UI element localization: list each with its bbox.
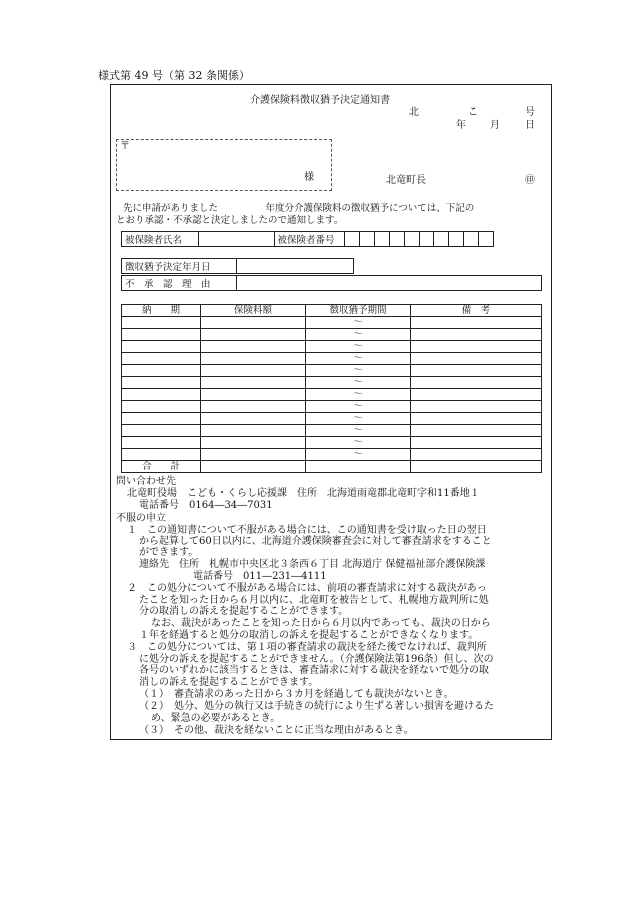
payment-row xyxy=(122,437,542,449)
objection-line: （２） 処分、処分の執行又は手続きの続行により生ずる著しい損害を避けるた xyxy=(139,701,494,712)
period-wave: ～ xyxy=(306,449,411,461)
objection-line: たことを知った日から６月以内に、北竜町を被告として、札幌地方裁判所に処 xyxy=(139,595,489,606)
objection-line: １年を経過すると処分の取消しの訴えを提起することができなくなります。 xyxy=(139,630,479,641)
contact-line-1: 北竜町役場 こども・くらし応援課 住所 北海道雨竜郡北竜町字和11番地１ xyxy=(127,488,480,499)
postal-mark: 〒 xyxy=(120,141,130,152)
payment-row xyxy=(122,329,542,341)
insured-name-value xyxy=(198,232,274,247)
contact-heading: 問い合わせ先 xyxy=(116,476,176,487)
period-wave: ～ xyxy=(306,437,411,449)
reason-value xyxy=(237,276,542,291)
insured-info-table xyxy=(121,231,494,247)
objection-line: ２ この処分について不服がある場合には、前項の審査請求に対する裁決があっ xyxy=(127,583,487,594)
document-title: 介護保険料徴収猶予決定通知書 xyxy=(250,95,390,106)
objection-line: １ この通知書について不服がある場合には、この通知書を受け取った日の翌日 xyxy=(127,525,487,536)
honorific-sama: 様 xyxy=(304,172,314,183)
intro-line-2: とおり承認・不承認と決定しましたので通知します。 xyxy=(116,215,344,226)
objection-line: から起算して60日以内に、北海道介護保険審査会に対して審査請求をすること xyxy=(139,536,492,547)
date-year: 年 xyxy=(456,120,466,131)
objection-line: （１） 審査請求のあった日から３カ月を経過しても裁決がないとき。 xyxy=(139,689,454,700)
contact-line-2: 電話番号 0164―34―7031 xyxy=(139,500,273,511)
period-wave: ～ xyxy=(306,425,411,437)
payment-row xyxy=(122,389,542,401)
payment-row xyxy=(122,377,542,389)
reason-label: 不 承 認 理 由 xyxy=(122,276,237,291)
doc-number-suffix: 号 xyxy=(525,107,535,118)
objection-line: に処分の訴えを提起することができません。（介護保険法第196条）但し、次の xyxy=(139,654,494,665)
total-label: 合 計 xyxy=(122,461,201,473)
payment-row xyxy=(122,317,542,329)
period-wave: ～ xyxy=(306,365,411,377)
period-wave: ～ xyxy=(306,329,411,341)
objection-line: ができます。 xyxy=(139,547,199,558)
objection-line: 分の取消しの訴えを提起することができます。 xyxy=(139,606,349,617)
period-wave: ～ xyxy=(306,401,411,413)
period-wave: ～ xyxy=(306,377,411,389)
period-wave: ～ xyxy=(306,317,411,329)
objection-line: 連絡先 住所 札幌市中央区北３条西６丁目 北海道庁 保健福祉部介護保険課 xyxy=(139,559,486,570)
col-deferral-period: 徴収猶予期間 xyxy=(306,305,411,317)
intro-line-1: 先に申請がありました 年度分介護保険料の徴収猶予については、下記の xyxy=(123,203,475,214)
issuer-name: 北竜町長 xyxy=(386,175,426,186)
payment-row xyxy=(122,353,542,365)
period-wave: ～ xyxy=(306,413,411,425)
payment-row xyxy=(122,401,542,413)
payment-row xyxy=(122,413,542,425)
objection-line: 消しの訴えを提起することができます。 xyxy=(139,677,319,688)
col-remarks: 備 考 xyxy=(411,305,542,317)
objection-line: 電話番号 011―231―4111 xyxy=(193,571,327,582)
insured-number-label: 被保険者番号 xyxy=(274,232,345,247)
form-label: 様式第 49 号（第 32 条関係） xyxy=(98,69,250,82)
col-due-date: 納 期 xyxy=(122,305,201,317)
objection-line: ３ この処分については、第１項の審査請求の裁決を経た後でなければ、裁判所 xyxy=(127,642,487,653)
payment-schedule-table xyxy=(121,304,542,473)
decision-date-label: 徴収猶予決定年月日 xyxy=(122,259,237,274)
period-wave: ～ xyxy=(306,353,411,365)
decision-date-table xyxy=(121,258,354,274)
insured-name-label: 被保険者氏名 xyxy=(122,232,199,247)
period-wave: ～ xyxy=(306,341,411,353)
date-month: 月 xyxy=(490,120,500,131)
objection-line: （３） その他、裁決を経ないことに正当な理由があるとき。 xyxy=(139,725,414,736)
doc-number-mid: こ xyxy=(468,107,478,118)
seal-mark: ㊞ xyxy=(525,175,535,186)
period-wave: ～ xyxy=(306,389,411,401)
payment-row xyxy=(122,341,542,353)
payment-total-row xyxy=(122,461,542,473)
payment-row xyxy=(122,365,542,377)
objection-line: め、緊急の必要があるとき。 xyxy=(151,713,281,724)
payment-row xyxy=(122,449,542,461)
decision-date-value xyxy=(237,259,354,274)
date-day: 日 xyxy=(525,120,535,131)
reason-table xyxy=(121,275,542,291)
objection-heading: 不服の申立 xyxy=(116,513,166,524)
objection-line: なお、裁決があったことを知った日から６月以内であっても、裁決の日から xyxy=(151,618,491,629)
col-premium-amount: 保険料額 xyxy=(201,305,306,317)
objection-line: 各号のいずれかに該当するときは、審査請求に対する裁決を経ないで処分の取 xyxy=(139,665,489,676)
doc-number-prefix: 北 xyxy=(409,107,419,118)
payment-row xyxy=(122,425,542,437)
payment-table-header xyxy=(122,305,542,317)
address-box xyxy=(116,139,332,191)
